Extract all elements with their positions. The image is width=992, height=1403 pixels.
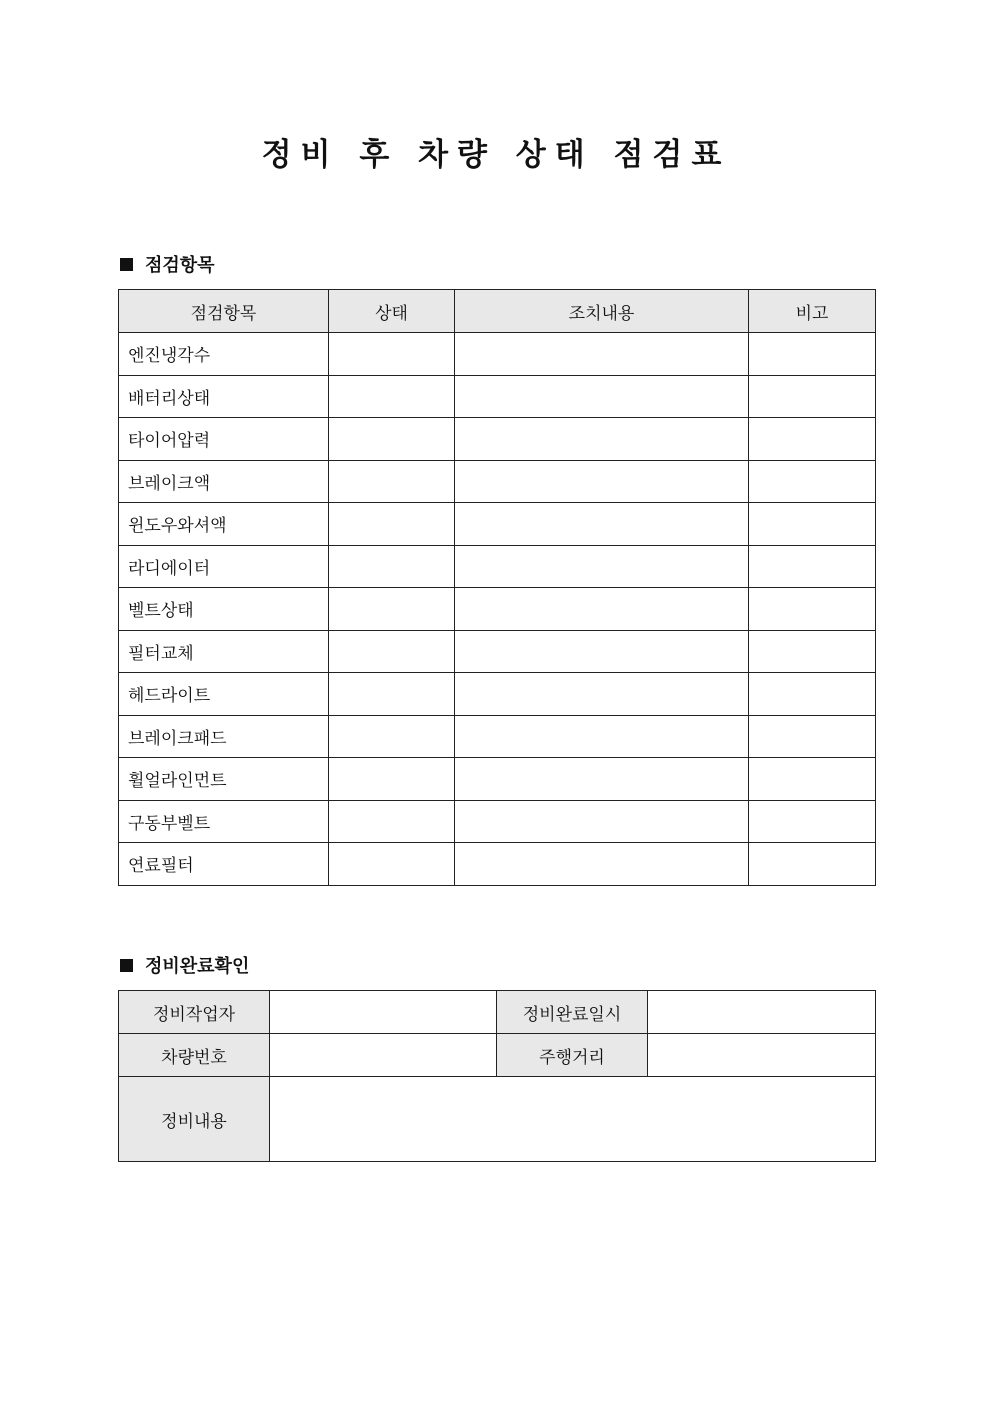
status-cell[interactable] [329,375,455,418]
action-cell[interactable] [455,758,749,801]
item-name-cell: 연료필터 [119,843,329,886]
note-cell[interactable] [749,758,876,801]
table-row [119,333,876,376]
table-row [119,800,876,843]
action-cell[interactable] [455,503,749,546]
item-name-cell: 브레이크액 [119,460,329,503]
status-cell[interactable] [329,418,455,461]
status-cell[interactable] [329,503,455,546]
action-cell[interactable] [455,630,749,673]
inspection-section-heading [120,251,215,277]
note-cell[interactable] [749,333,876,376]
header-item: 점검항목 [119,290,329,333]
note-cell[interactable] [749,375,876,418]
action-cell[interactable] [455,460,749,503]
action-cell[interactable] [455,375,749,418]
note-cell[interactable] [749,843,876,886]
note-cell[interactable] [749,545,876,588]
action-cell[interactable] [455,715,749,758]
table-row [119,503,876,546]
header-status: 상태 [329,290,455,333]
status-cell[interactable] [329,758,455,801]
status-cell[interactable] [329,673,455,716]
completed-at-field[interactable] [648,991,876,1034]
action-cell[interactable] [455,333,749,376]
confirmation-heading-text: 정비완료확인 [145,956,250,977]
item-name-cell: 브레이크패드 [119,715,329,758]
status-cell[interactable] [329,588,455,631]
action-cell[interactable] [455,588,749,631]
square-bullet-icon [120,258,133,271]
status-cell[interactable] [329,545,455,588]
details-label: 정비내용 [119,1077,270,1162]
note-cell[interactable] [749,630,876,673]
completed-at-label: 정비완료일시 [497,991,648,1034]
inspection-heading-text: 점검항목 [145,255,215,276]
inspection-header-row [119,290,876,333]
square-bullet-icon [120,959,133,972]
inspection-table [118,289,876,886]
item-name-cell: 라디에이터 [119,545,329,588]
mileage-field[interactable] [648,1034,876,1077]
item-name-cell: 타이어압력 [119,418,329,461]
confirmation-section-heading [120,952,249,978]
inspection-rows [119,333,876,886]
confirmation-row-mechanic [119,991,876,1034]
table-row [119,673,876,716]
item-name-cell: 벨트상태 [119,588,329,631]
action-cell[interactable] [455,843,749,886]
note-cell[interactable] [749,800,876,843]
status-cell[interactable] [329,843,455,886]
confirmation-table [118,990,876,1162]
confirmation-row-vehicle [119,1034,876,1077]
item-name-cell: 헤드라이트 [119,673,329,716]
item-name-cell: 필터교체 [119,630,329,673]
vehicle-number-label: 차량번호 [119,1034,270,1077]
status-cell[interactable] [329,333,455,376]
table-row [119,375,876,418]
status-cell[interactable] [329,630,455,673]
status-cell[interactable] [329,460,455,503]
table-row [119,418,876,461]
table-row [119,630,876,673]
mechanic-field[interactable] [270,991,497,1034]
status-cell[interactable] [329,800,455,843]
confirmation-row-details [119,1077,876,1162]
details-field[interactable] [270,1077,876,1162]
table-row [119,588,876,631]
action-cell[interactable] [455,800,749,843]
mechanic-label: 정비작업자 [119,991,270,1034]
vehicle-number-field[interactable] [270,1034,497,1077]
action-cell[interactable] [455,418,749,461]
note-cell[interactable] [749,460,876,503]
action-cell[interactable] [455,545,749,588]
header-action: 조치내용 [455,290,749,333]
note-cell[interactable] [749,503,876,546]
item-name-cell: 배터리상태 [119,375,329,418]
status-cell[interactable] [329,715,455,758]
item-name-cell: 구동부벨트 [119,800,329,843]
item-name-cell: 윈도우와셔액 [119,503,329,546]
table-row [119,715,876,758]
note-cell[interactable] [749,588,876,631]
document-title: 정비 후 차량 상태 점검표 [261,137,731,173]
mileage-label: 주행거리 [497,1034,648,1077]
table-row [119,843,876,886]
table-row [119,758,876,801]
note-cell[interactable] [749,673,876,716]
note-cell[interactable] [749,418,876,461]
header-note: 비고 [749,290,876,333]
note-cell[interactable] [749,715,876,758]
table-row [119,545,876,588]
table-row [119,460,876,503]
item-name-cell: 엔진냉각수 [119,333,329,376]
action-cell[interactable] [455,673,749,716]
item-name-cell: 휠얼라인먼트 [119,758,329,801]
